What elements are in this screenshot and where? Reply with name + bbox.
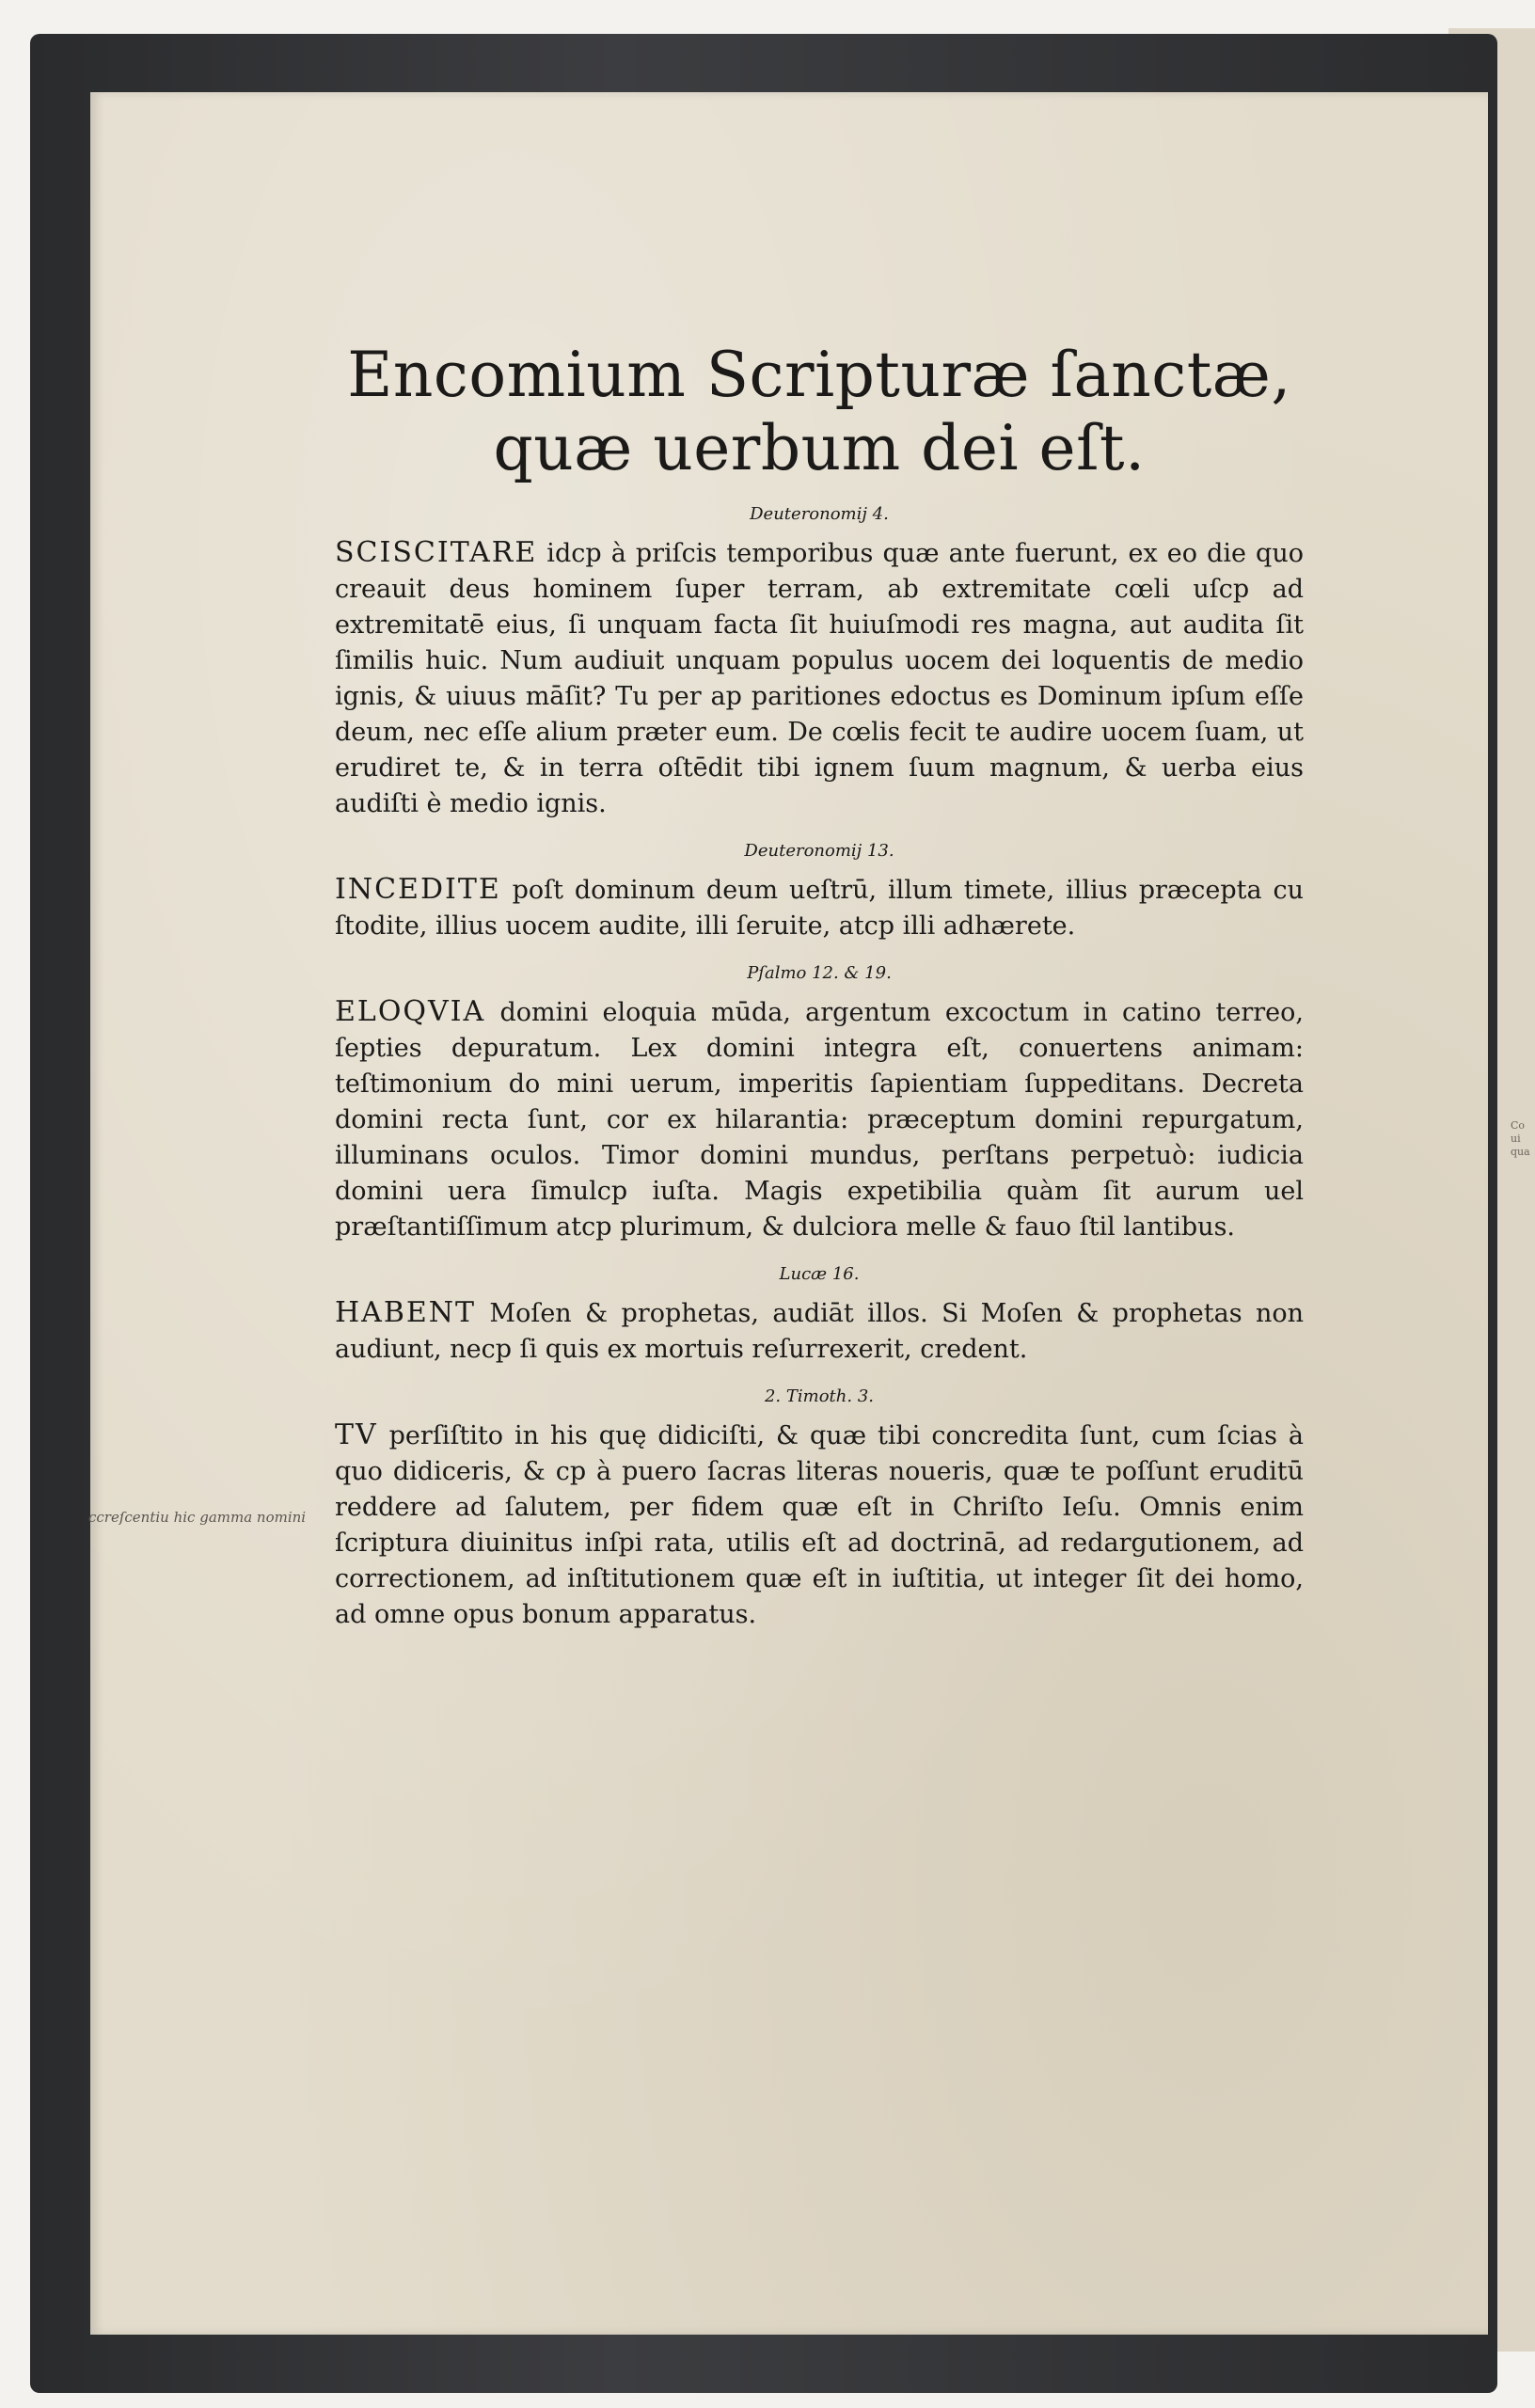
title-line-2: quæ uerbum dei eſt. (493, 412, 1146, 484)
passage-lead-word: ELOQVIA (335, 995, 486, 1028)
page-content (335, 339, 1304, 1633)
passage-text: perſiſtito in his quę didiciſti, & quæ tibi concredita ſunt, cum ſcias à quo didiceris, & cp à puero ſacras literas noueris, quæ te poſſunt eruditū reddere ad ſalutem, per fidem quæ eſt in Chriſto Ieſu. Omnis enim ſcriptura diuinitus inſpi rata, utilis eſt ad doctrinā, ad redargutionem, ad correctionem, ad inſtitutionem quæ eſt in iuſtitia, ut integer ſit dei homo, ad omne opus bonum apparatus. (335, 1421, 1304, 1629)
facing-page-text: Co ui qua (1511, 1119, 1530, 1158)
title-line-1: Encomium Scripturæ ſanctæ, (347, 339, 1291, 411)
scripture-passage (335, 872, 1304, 944)
passage-lead-word: TV (335, 1418, 378, 1451)
section-luke-16 (335, 1264, 1304, 1368)
section-timothy (335, 1386, 1304, 1633)
page-title (335, 339, 1304, 485)
section-psalm (335, 963, 1304, 1245)
handwritten-margin-note: ccreſcentiu hic gamma nomini (88, 1509, 307, 1526)
scripture-passage (335, 994, 1304, 1245)
section-deuteronomy-4 (335, 504, 1304, 822)
scripture-reference: Deuteronomij 13. (744, 841, 894, 861)
passage-lead-word: INCEDITE (335, 873, 501, 906)
scripture-reference: Lucæ 16. (779, 1264, 860, 1284)
scripture-reference: Pſalmo 12. & 19. (747, 963, 892, 983)
passage-text: domini eloquia mūda, argentum excoctum in catino terreo, ſepties depuratum. Lex domini integra eſt, conuertens animam: teſtimonium do mini uerum, imperitis ſapientiam ſuppeditans. Decreta domini recta ſunt, cor ex hilarantia: præceptum domini repurgatum, illuminans oculos. Timor domini mundus, perſtans perpetuò: iudicia domini uera ſimulcp iuſta. Magis expetibilia quàm ſit aurum uel præſtantiſſimum atcp plurimum, & dulciora melle & fauo ſtil lantibus. (335, 998, 1304, 1242)
scripture-passage (335, 535, 1304, 822)
passage-text: Moſen & prophetas, audiāt illos. Si Moſen & prophetas non audiunt, necp ſi quis ex mortuis reſurrexerit, credent. (335, 1299, 1304, 1364)
passage-lead-word: SCISCITARE (335, 536, 538, 569)
scripture-passage (335, 1295, 1304, 1368)
scripture-reference: Deuteronomij 4. (750, 504, 889, 524)
passage-text: poſt dominum deum ueſtrū, illum timete, illius præcepta cu ſtodite, illius uocem audite, illi ſeruite, atcp illi adhærete. (335, 876, 1304, 941)
scripture-reference: 2. Timoth. 3. (764, 1386, 874, 1406)
scripture-passage (335, 1418, 1304, 1633)
passage-lead-word: HABENT (335, 1296, 477, 1329)
section-deuteronomy-13 (335, 841, 1304, 944)
passage-text: idcp à priſcis temporibus quæ ante fuerunt, ex eo die quo creauit deus hominem ſuper terram, ab extremitate cœli uſcp ad extremitatē eius, ſi unquam facta ſit huiuſmodi res magna, aut audita ſit ſimilis huic. Num audiuit unquam populus uocem dei loquentis de medio ignis, & uiuus māſit? Tu per ap paritiones edoctus es Dominum ipſum eſſe deum, nec eſſe alium præter eum. De cœlis fecit te audire uocem ſuam, ut erudiret te, & in terra oſtēdit tibi ignem ſuum magnum, & uerba eius audiſti è medio ignis. (335, 539, 1304, 818)
